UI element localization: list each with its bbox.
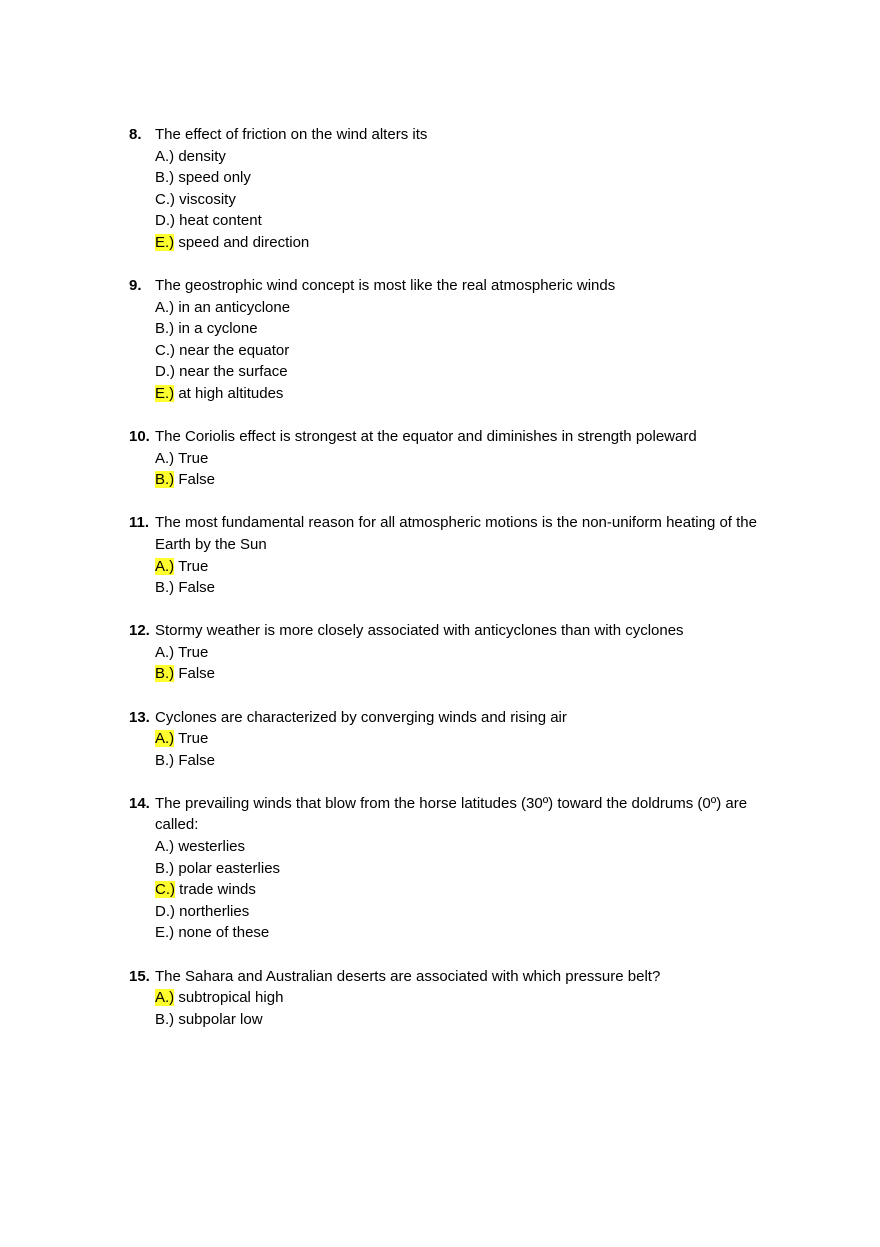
answer-option [155, 448, 789, 470]
question-number: 13. [129, 708, 150, 726]
question-6 [129, 707, 789, 772]
question-8 [129, 966, 789, 1031]
answer-text: False [174, 751, 216, 769]
answer-option [155, 663, 789, 685]
question-number: 8. [129, 126, 142, 143]
answer-text: trade winds [175, 881, 256, 899]
question-text: Cyclones are characterized by converging winds and rising air [155, 708, 567, 726]
answer-options [129, 642, 789, 685]
question-stem [129, 124, 789, 146]
answer-text: density [174, 147, 226, 165]
question-stem [129, 966, 789, 988]
answer-letter: A.) [155, 147, 175, 165]
answer-option [155, 318, 789, 340]
highlighted-answer-letter: C.) [155, 881, 175, 899]
answer-letter: D.) [155, 363, 175, 381]
answer-options [129, 146, 789, 254]
answer-text: polar easterlies [174, 859, 281, 877]
answer-letter: D.) [155, 902, 175, 920]
answer-option [155, 556, 789, 578]
question-stem [129, 275, 789, 297]
question-text: The Sahara and Australian deserts are associated with which pressure belt? [155, 967, 661, 985]
answer-letter: B.) [155, 579, 175, 597]
question-5 [129, 620, 789, 685]
answer-letter: A.) [155, 838, 175, 856]
highlighted-answer-letter: A.) [155, 989, 175, 1007]
answer-option [155, 987, 789, 1009]
answer-option [155, 750, 789, 772]
answer-option [155, 642, 789, 664]
question-number: 9. [129, 277, 142, 295]
answer-option [155, 232, 789, 254]
highlighted-answer-letter: E.) [155, 233, 175, 251]
answer-text: viscosity [175, 190, 236, 208]
question-text: The geostrophic wind concept is most like the real atmospheric winds [155, 277, 616, 295]
answer-letter: B.) [155, 320, 175, 338]
answer-letter: B.) [155, 169, 175, 187]
answer-text: False [174, 579, 216, 597]
answer-option [155, 383, 789, 405]
answer-text: near the equator [175, 341, 290, 359]
answer-letter: B.) [155, 1010, 175, 1028]
answer-option [155, 189, 789, 211]
answer-text: True [174, 557, 209, 575]
question-stem [129, 426, 789, 448]
answer-options [129, 448, 789, 491]
answer-text: northerlies [175, 902, 250, 920]
answer-text: in a cyclone [174, 320, 258, 338]
question-2 [129, 275, 789, 405]
answer-letter: D.) [155, 212, 175, 230]
question-text: Stormy weather is more closely associated with anticyclones than with cyclones [155, 622, 684, 640]
question-stem [129, 707, 789, 729]
answer-letter: C.) [155, 190, 175, 208]
answer-options [129, 297, 789, 405]
answer-text: heat content [175, 212, 262, 230]
answer-option [155, 858, 789, 880]
answer-letter: B.) [155, 859, 175, 877]
question-number: 14. [129, 794, 150, 812]
answer-text: False [174, 665, 216, 683]
answer-letter: E.) [155, 924, 175, 942]
answer-text: True [174, 730, 209, 748]
answer-text: westerlies [174, 838, 246, 856]
question-text: The most fundamental reason for all atmospheric motions is the non-uniform heating of the Earth by the Sun [155, 514, 757, 553]
answer-text: near the surface [175, 363, 288, 381]
question-number: 12. [129, 622, 150, 640]
question-list [129, 124, 789, 1052]
answer-letter: A.) [155, 298, 175, 316]
answer-option [155, 922, 789, 944]
highlighted-answer-letter: B.) [155, 665, 175, 683]
answer-text: none of these [174, 924, 270, 942]
question-1 [129, 124, 789, 254]
answer-option [155, 469, 789, 491]
question-7 [129, 793, 789, 944]
answer-letter: C.) [155, 341, 175, 359]
answer-option [155, 1009, 789, 1031]
answer-options [129, 556, 789, 599]
question-text: The Coriolis effect is strongest at the equator and diminishes in strength poleward [155, 428, 697, 446]
answer-options [129, 987, 789, 1030]
answer-option [155, 836, 789, 858]
question-4 [129, 512, 789, 598]
answer-text: False [174, 471, 216, 489]
question-3 [129, 426, 789, 491]
answer-text: True [174, 643, 209, 661]
highlighted-answer-letter: E.) [155, 385, 175, 403]
highlighted-answer-letter: A.) [155, 557, 175, 575]
question-number: 15. [129, 967, 150, 985]
question-stem [129, 620, 789, 642]
answer-option [155, 297, 789, 319]
question-text: The effect of friction on the wind alters its [155, 126, 428, 143]
answer-letter: A.) [155, 643, 175, 661]
answer-option [155, 210, 789, 232]
answer-letter: B.) [155, 751, 175, 769]
answer-option [155, 340, 789, 362]
answer-options [129, 836, 789, 944]
question-text: The prevailing winds that blow from the horse latitudes (30º) toward the doldrums (0º) are called: [155, 794, 748, 834]
answer-text: speed only [174, 169, 251, 187]
answer-text: True [174, 449, 209, 467]
question-number: 10. [129, 428, 150, 446]
answer-options [129, 728, 789, 771]
answer-text: in an anticyclone [174, 298, 291, 316]
answer-option [155, 879, 789, 901]
answer-text: speed and direction [174, 233, 310, 251]
answer-option [155, 167, 789, 189]
question-stem [129, 793, 789, 836]
question-stem [129, 512, 789, 555]
answer-text: subpolar low [174, 1010, 263, 1028]
question-number: 11. [129, 514, 150, 532]
answer-option [155, 361, 789, 383]
answer-text: subtropical high [174, 989, 284, 1007]
highlighted-answer-letter: A.) [155, 730, 175, 748]
highlighted-answer-letter: B.) [155, 471, 175, 489]
answer-option [155, 728, 789, 750]
answer-letter: A.) [155, 449, 175, 467]
answer-option [155, 901, 789, 923]
answer-text: at high altitudes [174, 385, 284, 403]
answer-option [155, 146, 789, 168]
answer-option [155, 577, 789, 599]
